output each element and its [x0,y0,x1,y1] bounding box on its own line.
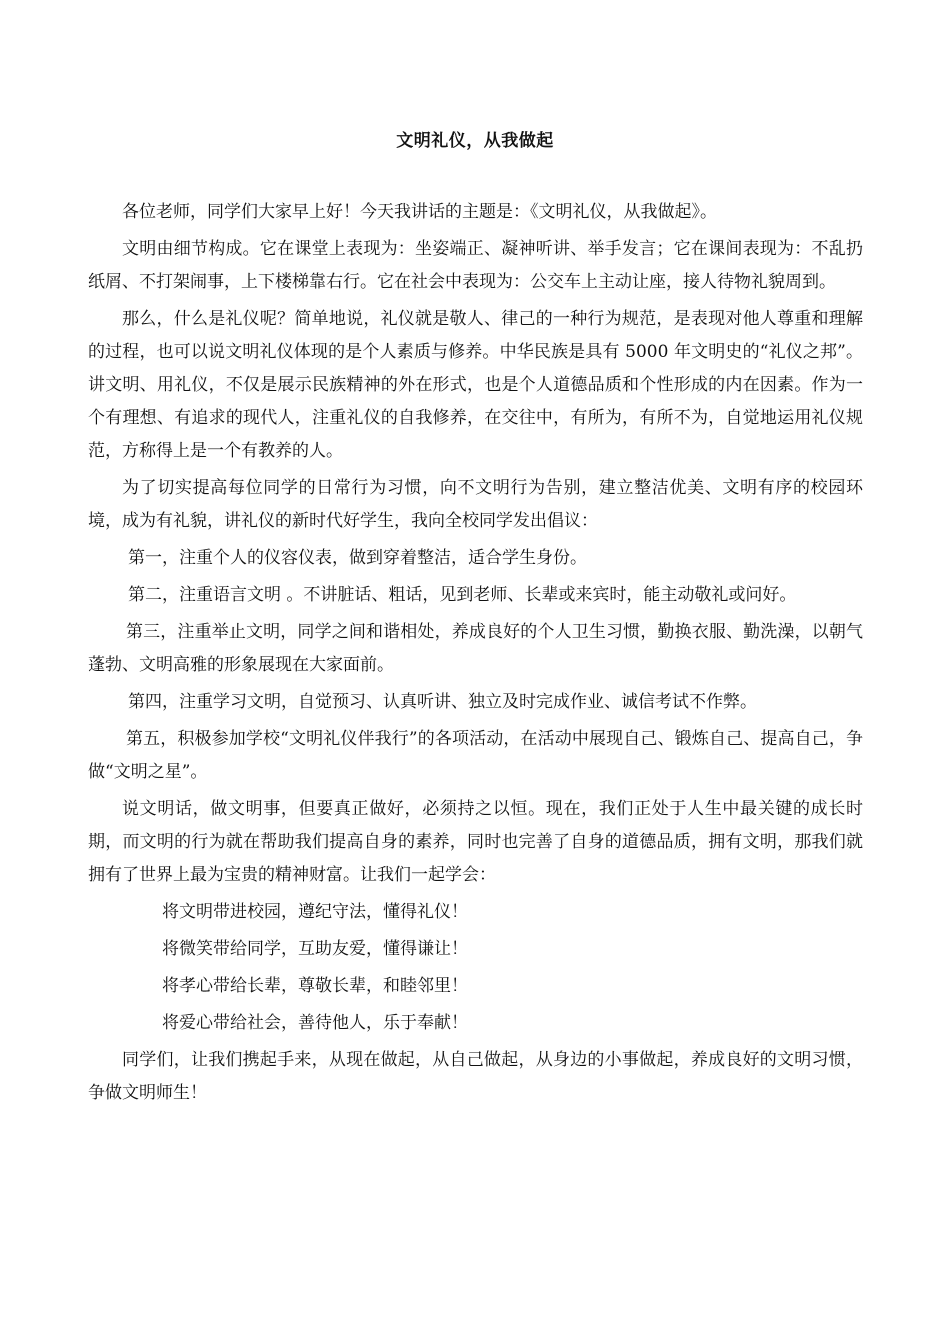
pledge-line-2: 将微笑带给同学，互助友爱，懂得谦让！ [162,939,468,959]
paragraph-greeting: 各位老师，同学们大家早上好！今天我讲话的主题是：《文明礼仪，从我做起》。 [122,202,717,222]
document-title: 文明礼仪，从我做起 [396,131,554,151]
pledge-line-3: 将孝心带给长辈，尊敬长辈，和睦邻里！ [162,976,468,996]
document-body [88,196,863,1114]
paragraph-etiquette-definition: 那么，什么是礼仪呢？简单地说，礼仪就是敬人、律己的一种行为规范，是表现对他人尊重和理解的过程，也可以说文明礼仪体现的是个人素质与修养。中华民族是具有 5000 年文明史的“礼仪之邦”。讲文明、用礼仪，不仅是展示民族精神的外在形式，也是个人道德品质和个性形成的内在因素。作为一个有理想、有追求的现代人，注重礼仪的自我修养，在交往中，有所为，有所不为，自觉地运用礼仪规范，方称得上是一个有教养的人。 [88,309,863,461]
proposal-item-3: 第三，注重举止文明，同学之间和谐相处，养成良好的个人卫生习惯，勤换衣服、勤洗澡，以朝气蓬勃、文明高雅的形象展现在大家面前。 [88,622,863,675]
paragraph-perseverance: 说文明话，做文明事，但要真正做好，必须持之以恒。现在，我们正处于人生中最关键的成长时期，而文明的行为就在帮助我们提高自身的素养，同时也完善了自身的道德品质，拥有文明，那我们就拥有了世界上最为宝贵的精神财富。让我们一起学会： [88,799,863,885]
proposal-item-1: 第一，注重个人的仪容仪表，做到穿着整洁，适合学生身份。 [128,548,587,568]
proposal-item-4: 第四，注重学习文明，自觉预习、认真听讲、独立及时完成作业、诚信考试不作弊。 [128,692,757,712]
pledge-line-1: 将文明带进校园，遵纪守法，懂得礼仪！ [162,902,468,922]
paragraph-closing: 同学们，让我们携起手来，从现在做起，从自己做起，从身边的小事做起，养成良好的文明习惯，争做文明师生！ [88,1050,863,1103]
paragraph-proposal-intro: 为了切实提高每位同学的日常行为习惯，向不文明行为告别，建立整洁优美、文明有序的校园环境，成为有礼貌，讲礼仪的新时代好学生，我向全校同学发出倡议： [88,478,863,531]
pledge-line-4: 将爱心带给社会，善待他人，乐于奉献！ [162,1013,468,1033]
proposal-item-2: 第二，注重语言文明 。不讲脏话、粗话，见到老师、长辈或来宾时，能主动敬礼或问好。 [128,585,797,605]
proposal-item-5: 第五，积极参加学校“文明礼仪伴我行”的各项活动，在活动中展现自己、锻炼自己、提高自己，争做“文明之星”。 [88,729,863,782]
paragraph-civility-details: 文明由细节构成。它在课堂上表现为：坐姿端正、凝神听讲、举手发言；它在课间表现为：不乱扔纸屑、不打架闹事，上下楼梯靠右行。它在社会中表现为：公交车上主动让座，接人待物礼貌周到。 [88,239,863,292]
